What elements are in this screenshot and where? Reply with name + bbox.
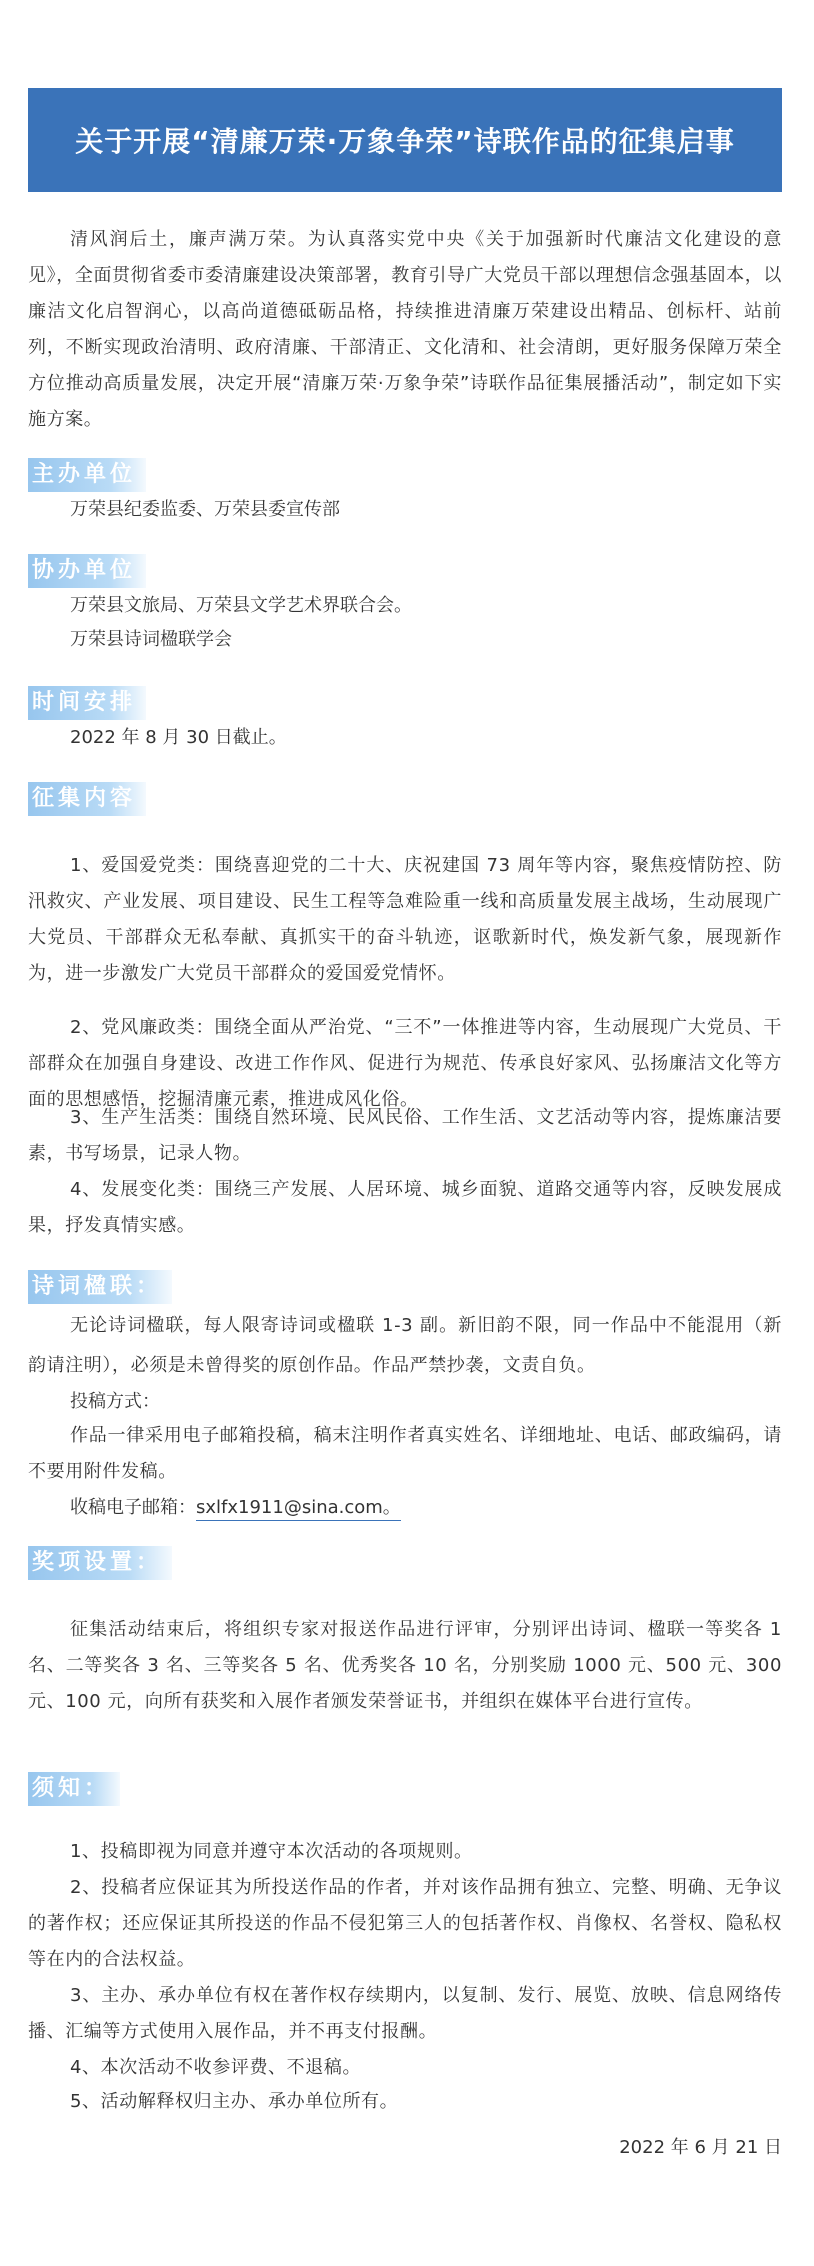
- notice-item-4: 4、本次活动不收参评费、不退稿。: [70, 2057, 362, 2078]
- submission-method-text: 作品一律采用电子邮箱投稿，稿末注明作者真实姓名、详细地址、电话、邮政编码，请不要用附件发稿。: [28, 1425, 782, 1482]
- poetry-rules: 无论诗词楹联，每人限寄诗词或楹联 1-3 副。新旧韵不限，同一作品中不能混用（新韵请注明），必须是未曾得奖的原创作品。作品严禁抄袭，文责自负。: [28, 1315, 782, 1376]
- intro-paragraph: 清风润后土，廉声满万荣。为认真落实党中央《关于加强新时代廉洁文化建设的意见》，全面贯彻省委市委清廉建设决策部署，教育引导广大党员干部以理想信念强基固本，以廉洁文化启智润心，以高尚道德砥砺品格，持续推进清廉万荣建设出精品、创标杆、站前列，不断实现政治清明、政府清廉、干部清正、文化清和、社会清朗，更好服务保障万荣全方位推动高质量发展，决定开展“清廉万荣·万象争荣”诗联作品征集展播活动”，制定如下实施方案。: [28, 229, 782, 430]
- page-title: 关于开展“清廉万荣·万象争荣”诗联作品的征集启事: [75, 125, 735, 158]
- email-link[interactable]: sxlfx1911@sina.com。: [196, 1497, 401, 1521]
- issue-date: 2022 年 6 月 21 日: [619, 2137, 782, 2158]
- email-label: 收稿电子邮箱：: [70, 1497, 196, 1518]
- title-banner: [28, 88, 782, 192]
- content-item-1: 1、爱国爱党类：围绕喜迎党的二十大、庆祝建国 73 周年等内容，聚焦疫情防控、防汛救灾、产业发展、项目建设、民生工程等急难险重一线和高质量发展主战场，生动展现广大党员、干部群众无私奉献、真抓实干的奋斗轨迹，讴歌新时代，焕发新气象，展现新作为，进一步激发广大党员干部群众的爱国爱党情怀。: [28, 855, 782, 984]
- submission-method-title: 投稿方式：: [70, 1391, 160, 1412]
- section-tag-content: 征集内容: [28, 782, 146, 816]
- organizer-text: 万荣县纪委监委、万荣县委宣传部: [70, 499, 340, 520]
- notice-item-1: 1、投稿即视为同意并遵守本次活动的各项规则。: [70, 1841, 473, 1862]
- content-item-4: 4、发展变化类：围绕三产发展、人居环境、城乡面貌、道路交通等内容，反映发展成果，抒发真情实感。: [28, 1179, 782, 1236]
- section-tag-poetry: 诗词楹联：: [28, 1270, 172, 1304]
- content-item-2: 2、党风廉政类：围绕全面从严治党、“三不”一体推进等内容，生动展现广大党员、干部群众在加强自身建设、改进工作作风、促进行为规范、传承良好家风、弘扬廉洁文化等方面的思想感悟，挖掘清廉元素，推进成风化俗。: [28, 1017, 782, 1110]
- co-organizer-line-1: 万荣县文旅局、万荣县文学艺术界联合会。: [70, 595, 412, 616]
- schedule-text: 2022 年 8 月 30 日截止。: [70, 727, 287, 748]
- content-item-3: 3、生产生活类：围绕自然环境、民风民俗、工作生活、文艺活动等内容，提炼廉洁要素，书写场景，记录人物。: [28, 1107, 782, 1164]
- section-tag-co-organizer: 协办单位: [28, 554, 146, 588]
- co-organizer-line-2: 万荣县诗词楹联学会: [70, 629, 232, 650]
- notice-item-2: 2、投稿者应保证其为所投送作品的作者，并对该作品拥有独立、完整、明确、无争议的著作权；还应保证其所投送的作品不侵犯第三人的包括著作权、肖像权、名誉权、隐私权等在内的合法权益。: [28, 1877, 782, 1970]
- section-tag-notice: 须知：: [28, 1772, 120, 1806]
- section-tag-awards: 奖项设置：: [28, 1546, 172, 1580]
- email-line: [70, 1490, 401, 1526]
- section-tag-schedule: 时间安排: [28, 686, 146, 720]
- section-tag-organizer: 主办单位: [28, 458, 146, 492]
- notice-item-3: 3、主办、承办单位有权在著作权存续期内，以复制、发行、展览、放映、信息网络传播、汇编等方式使用入展作品，并不再支付报酬。: [28, 1985, 782, 2042]
- notice-item-5: 5、活动解释权归主办、承办单位所有。: [70, 2091, 399, 2112]
- awards-text: 征集活动结束后，将组织专家对报送作品进行评审，分别评出诗词、楹联一等奖各 1 名、二等奖各 3 名、三等奖各 5 名、优秀奖各 10 名，分别奖励 1000 元、500 元、300 元、100 元，向所有获奖和入展作者颁发荣誉证书，并组织在媒体平台进行宣传。: [28, 1619, 782, 1712]
